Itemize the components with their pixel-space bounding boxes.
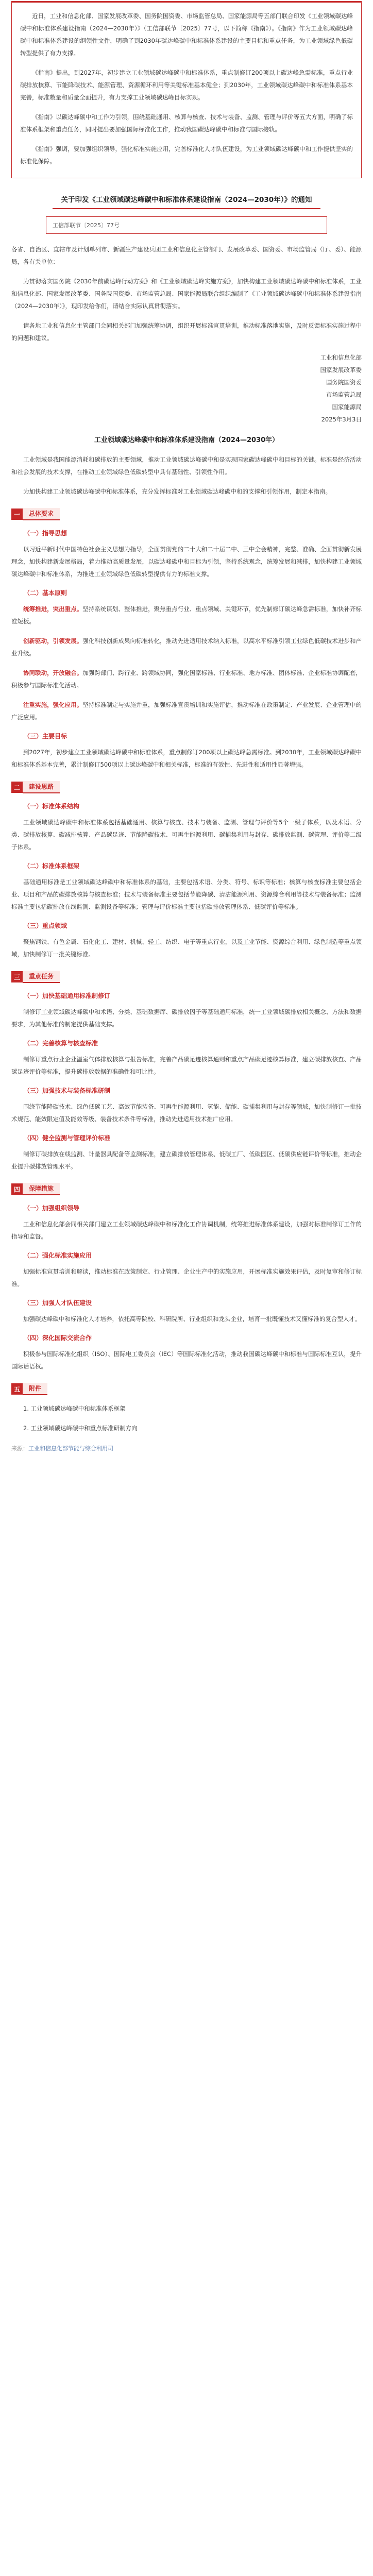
body-paragraph: 聚焦钢铁、有色金属、石化化工、建材、机械、轻工、纺织、电子等重点行业，以及工业节能、资源综合利用、绿色制造等重点领域，加快制修订一批关键标准。	[11, 938, 362, 958]
body-paragraph: 以习近平新时代中国特色社会主义思想为指导，全面贯彻党的二十大和二十届二中、三中全会精神，完整、准确、全面贯彻新发展理念，加快构建新发展格局，着力推动高质量发展，以碳达峰碳中和目标为引领，坚持系统观念，统筹发展和减排，加快构建工业领域碳达峰碳中和标准体系，为推进工业领域绿色低碳转型提供有力的标准支撑。	[11, 546, 362, 578]
document-number: 工信部联节〔2025〕77号	[46, 216, 327, 234]
body-paragraph: 制修订工业领域碳达峰碳中和术语、分类、基础数据库、碳排放因子等基础通用标准，统一工业领域碳排放相关概念、方法和数据要求，为其他标准的制定提供基础支撑。	[11, 1008, 362, 1028]
principle-text: 加强跨部门、跨行业、跨领域协同，强化国家标准、行业标准、地方标准、团体标准、企业标准协调配套，积极参与国际标准化活动。	[11, 669, 362, 689]
body-paragraph: 制修订碳排放在线监测、计量器具配备等监测标准，建立碳排放管理体系、低碳工厂、低碳园区、低碳供应链评价等标准，推动企业提升碳排放管理水平。	[11, 1150, 362, 1170]
body-paragraph: 加强标准宣贯培训和解读，推动标准在政策制定、行业管理、企业生产中的实施应用，开展标准实施效果评估，及时复审和修订标准。	[11, 1268, 362, 1287]
principle-lead: 协同联动，开放融合。	[23, 669, 83, 676]
section-heading	[11, 781, 362, 793]
subsection-heading: （一）加快基础通用标准制修订	[24, 992, 111, 999]
principle-lead: 注重实施，强化应用。	[23, 701, 83, 708]
intro-summary-box	[11, 1, 362, 178]
signer-name: 国家能源局	[332, 403, 362, 411]
source-footer	[11, 1444, 362, 1454]
section-number: 二	[11, 782, 23, 793]
intro-paragraph: 《指南》强调，要加强组织领导，强化标准实施应用，完善标准化人才队伍建设，为工业领域碳达峰碳中和工作提供坚实的标准化保障。	[20, 145, 353, 165]
section-heading	[11, 1383, 362, 1395]
body-paragraph: 制修订重点行业企业温室气体排放核算与报告标准，完善产品碳足迹核算通则和重点产品碳足迹核算标准，建立碳排放核查、产品碳足迹评价等标准，提升碳排放数据的准确性和可比性。	[11, 1056, 362, 1075]
signer-block	[11, 351, 362, 426]
article	[11, 0, 362, 1454]
principle-text: 强化科技创新成果向标准转化，推动先进适用技术纳入标准，以高水平标准引领工业绿色低碳技术进步和产业升级。	[11, 637, 362, 657]
principle-lead: 创新驱动，引领发展。	[23, 637, 83, 645]
body-paragraph: 加强碳达峰碳中和标准化人才培养，依托高等院校、科研院所、行业组织和龙头企业，培育一批既懂技术又懂标准的复合型人才。	[23, 1315, 361, 1323]
intro-paragraph: 《指南》以碳达峰碳中和工作为引领，围绕基础通用、核算与核查、技术与装备、监测、管理与评价等五大方面，明确了标准体系框架和重点任务，同时提出要加强国际标准化工作，推动我国碳达峰碳中和标准与国际接轨。	[20, 113, 353, 133]
document-title: 工业领域碳达峰碳中和标准体系建设指南（2024—2030年）	[94, 436, 279, 444]
signer-date: 2025年3月3日	[321, 416, 362, 423]
source-label: 来源：	[11, 1445, 28, 1452]
subsection-heading: （二）基本原则	[24, 589, 67, 597]
section-number: 一	[11, 509, 23, 520]
preamble-paragraph: 工业领域是我国能源消耗和碳排放的主要领域，推动工业领域碳达峰碳中和是实现国家碳达峰碳中和目标的关键。标准是经济活动和社会发展的技术支撑，在推动工业领域绿色低碳转型中具有基础性、引领性作用。	[11, 456, 362, 476]
intro-paragraph: 《指南》提出，到2027年，初步建立工业领域碳达峰碳中和标准体系，重点制修订200项以上碳达峰急需标准，重点行业碳排放核算、节能降碳技术、能源管理、资源循环利用等关键标准基本健全；到2030年，工业领域碳达峰碳中和标准体系基本完善，标准数量和质量全面提升，有力支撑工业领域碳达峰目标实现。	[20, 69, 353, 101]
notice-title: 关于印发《工业领域碳达峰碳中和标准体系建设指南（2024—2030年）》的通知	[53, 194, 320, 209]
section-heading	[11, 971, 362, 983]
section-title: 总体要求	[23, 508, 60, 520]
subsection-heading: （一）加强组织领导	[24, 1205, 80, 1212]
principle-paragraph	[11, 699, 362, 723]
body-paragraph: 基础通用标准是工业领域碳达峰碳中和标准体系的基础，主要包括术语、分类、符号、标识等标准；核算与核查标准主要包括企业、项目和产品的碳排放核算与核查标准；技术与装备标准主要包括节能降碳、清洁能源利用、资源综合利用等技术与装备标准；监测标准主要包括碳排放在线监测、监测设备等标准；管理与评价标准主要包括碳排放管理体系、低碳评价等标准。	[11, 878, 362, 910]
subsection-heading: （四）健全监测与管理评价标准	[24, 1134, 111, 1142]
section-title: 建设思路	[23, 781, 60, 793]
body-paragraph: 工业领域碳达峰碳中和标准体系包括基础通用、核算与核查、技术与装备、监测、管理与评价等5个一级子体系，以及术语、分类、碳排放核算、碳减排核算、产品碳足迹、节能降碳技术、可再生能源利用、碳捕集利用与封存、碳排放监测、碳管理、评价等二级子体系。	[11, 819, 362, 851]
principle-text: 坚持系统谋划、整体推进，聚焦重点行业、重点领域、关键环节，优先制修订碳达峰急需标准，加快补齐标准短板。	[11, 605, 362, 625]
principle-lead: 统筹推进，突出重点。	[23, 605, 83, 613]
section-number: 五	[11, 1383, 23, 1395]
subsection-heading: （一）指导思想	[24, 530, 67, 537]
principle-text: 坚持标准制定与实施并重，加强标准宣贯培训和实施评估，推动标准在政策制定、产业发展、企业管理中的广泛应用。	[11, 701, 362, 721]
body-paragraph: 到2027年，初步建立工业领域碳达峰碳中和标准体系，重点制修订200项以上碳达峰急需标准。到2030年，工业领域碳达峰碳中和标准体系基本完善，累计制修订500项以上碳达峰碳中和相关标准，标准的有效性、先进性和适用性显著增强。	[11, 749, 362, 768]
subsection-heading: （一）标准体系结构	[24, 803, 80, 810]
body-paragraph: 围绕节能降碳技术、绿色低碳工艺、高效节能装备、可再生能源利用、氢能、储能、碳捕集利用与封存等领域，加快制修订一批技术规范、能效限定值及能效等级、装备技术条件等标准，推动先进适用技术推广应用。	[11, 1103, 362, 1123]
attachment-item[interactable]: 1. 工业领域碳达峰碳中和标准体系框架	[23, 1405, 126, 1412]
notice-body: 请各地工业和信息化主管部门会同相关部门加强统筹协调，组织开展标准宣贯培训，推动标准落地实施，及时反馈标准实施过程中的问题和建议。	[11, 322, 362, 342]
principle-paragraph	[11, 635, 362, 659]
section-heading	[11, 1183, 362, 1195]
section-heading	[11, 508, 362, 520]
subsection-heading: （二）强化标准实施应用	[24, 1252, 92, 1259]
section-number: 三	[11, 971, 23, 982]
section-title: 保障措施	[23, 1183, 60, 1195]
subsection-heading: （三）主要目标	[24, 733, 67, 740]
source-link[interactable]: 工业和信息化部节能与综合利用司	[28, 1445, 113, 1452]
subsection-heading: （三）重点领域	[24, 922, 67, 929]
section-title: 重点任务	[23, 971, 60, 983]
notice-body: 为贯彻落实国务院《2030年前碳达峰行动方案》和《工业领域碳达峰实施方案》，加快构建工业领域碳达峰碳中和标准体系，工业和信息化部、国家发展改革委、国务院国资委、市场监管总局、国家能源局联合组织编制了《工业领域碳达峰碳中和标准体系建设指南（2024—2030年）》，现印发给你们，请结合实际认真贯彻落实。	[11, 278, 362, 310]
subsection-heading: （四）深化国际交流合作	[24, 1334, 92, 1342]
signer-name: 国家发展改革委	[320, 366, 362, 374]
section-number: 四	[11, 1183, 23, 1195]
intro-paragraph: 近日，工业和信息化部、国家发展改革委、国务院国资委、市场监管总局、国家能源局等五部门联合印发《工业领域碳达峰碳中和标准体系建设指南（2024—2030年）》（工信部联节〔2025〕77号，以下简称《指南》）。《指南》作为工业领域碳达峰碳中和标准体系建设的纲领性文件，明确了到2030年碳达峰碳中和标准体系建设的主要目标和重点任务，为工业领域绿色低碳转型提供了有力支撑。	[20, 12, 353, 57]
signer-name: 国务院国资委	[326, 379, 362, 386]
principle-paragraph	[11, 603, 362, 628]
principle-paragraph	[11, 667, 362, 691]
section-title: 附件	[23, 1383, 47, 1395]
attachment-item[interactable]: 2. 工业领域碳达峰碳中和重点标准研制方向	[23, 1425, 138, 1432]
subsection-heading: （三）加强人才队伍建设	[24, 1299, 92, 1307]
body-paragraph: 积极参与国际标准化组织（ISO）、国际电工委员会（IEC）等国际标准化活动，推动我国碳达峰碳中和标准与国际标准互认，提升国际话语权。	[11, 1350, 362, 1370]
subsection-heading: （二）标准体系框架	[24, 862, 80, 870]
notice-greeting: 各省、自治区、直辖市及计划单列市、新疆生产建设兵团工业和信息化主管部门、发展改革委、国资委、市场监管局（厅、委）、能源局，各有关单位：	[11, 246, 362, 265]
signer-name: 工业和信息化部	[320, 354, 362, 361]
subsection-heading: （三）加强技术与装备标准研制	[24, 1087, 111, 1094]
subsection-heading: （二）完善核算与核查标准	[24, 1040, 98, 1047]
body-paragraph: 工业和信息化部会同相关部门建立工业领域碳达峰碳中和标准化工作协调机制，统筹推进标准体系建设，加强对标准制修订工作的指导和监督。	[11, 1221, 362, 1240]
signer-name: 市场监管总局	[326, 391, 362, 398]
preamble-paragraph: 为加快构建工业领域碳达峰碳中和标准体系，充分发挥标准对工业领域碳达峰碳中和的支撑和引领作用，制定本指南。	[23, 488, 331, 495]
